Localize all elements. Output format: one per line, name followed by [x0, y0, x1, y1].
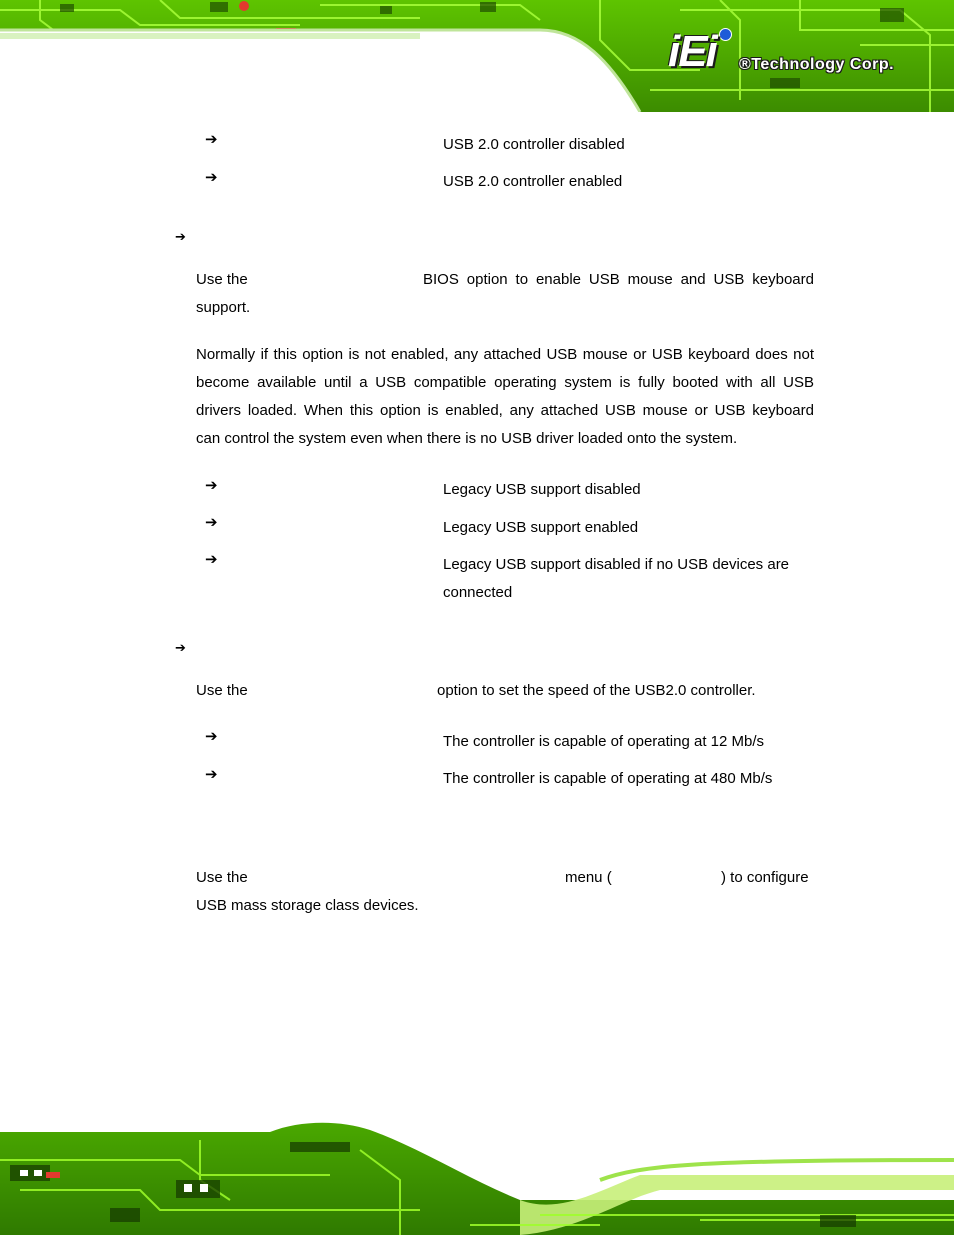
paragraph-text: menu (	[565, 869, 612, 886]
option-description: The controller is capable of operating at 480 Mb/s	[443, 770, 773, 787]
option-description-wrap: connected	[443, 584, 513, 601]
section-bullet-icon: ➔	[175, 230, 186, 245]
paragraph-text: option to set the speed of the USB2.0 controller.	[437, 682, 756, 699]
header-banner	[0, 0, 954, 112]
option-description: Legacy USB support disabled if no USB devices are	[443, 556, 790, 573]
bullet-arrow-icon: ➔	[205, 130, 218, 148]
circuit-board-graphic	[0, 1120, 954, 1235]
bullet-arrow-icon: ➔	[205, 550, 218, 568]
company-logo-mark: iEi	[668, 27, 716, 76]
bullet-arrow-icon: ➔	[205, 513, 218, 531]
company-logo-text: ®Technology Corp.	[739, 56, 895, 73]
paragraph-text: Use the	[196, 271, 248, 288]
paragraph-text: BIOS option to enable USB mouse and USB keyboard	[423, 271, 814, 288]
bullet-arrow-icon: ➔	[205, 765, 218, 783]
bullet-arrow-icon: ➔	[205, 168, 218, 186]
paragraph-text: Use the	[196, 682, 248, 699]
option-description: Legacy USB support disabled	[443, 481, 641, 498]
paragraph-text: support.	[196, 299, 251, 316]
logo-dot-icon	[719, 28, 732, 41]
footer-banner	[0, 1120, 954, 1235]
option-description: Legacy USB support enabled	[443, 519, 639, 536]
option-description: USB 2.0 controller enabled	[443, 173, 623, 190]
paragraph-line: Normally if this option is not enabled, any attached USB mouse or USB keyboard does not	[196, 346, 814, 363]
bullet-arrow-icon: ➔	[205, 727, 218, 745]
paragraph-line: become available until a USB compatible operating system is fully booted with all USB	[196, 374, 814, 391]
section-bullet-icon: ➔	[175, 641, 186, 656]
paragraph-text: Use the	[196, 869, 248, 886]
paragraph-line: drivers loaded. When this option is enabled, any attached USB mouse or USB keyboard	[196, 402, 814, 419]
bullet-arrow-icon: ➔	[205, 476, 218, 494]
paragraph-text: ) to configure	[721, 869, 809, 886]
paragraph-text: USB mass storage class devices.	[196, 897, 419, 914]
paragraph-line: can control the system even when there is no USB driver loaded onto the system.	[196, 430, 738, 447]
option-description: USB 2.0 controller disabled	[443, 136, 625, 153]
option-description: The controller is capable of operating at 12 Mb/s	[443, 733, 765, 750]
